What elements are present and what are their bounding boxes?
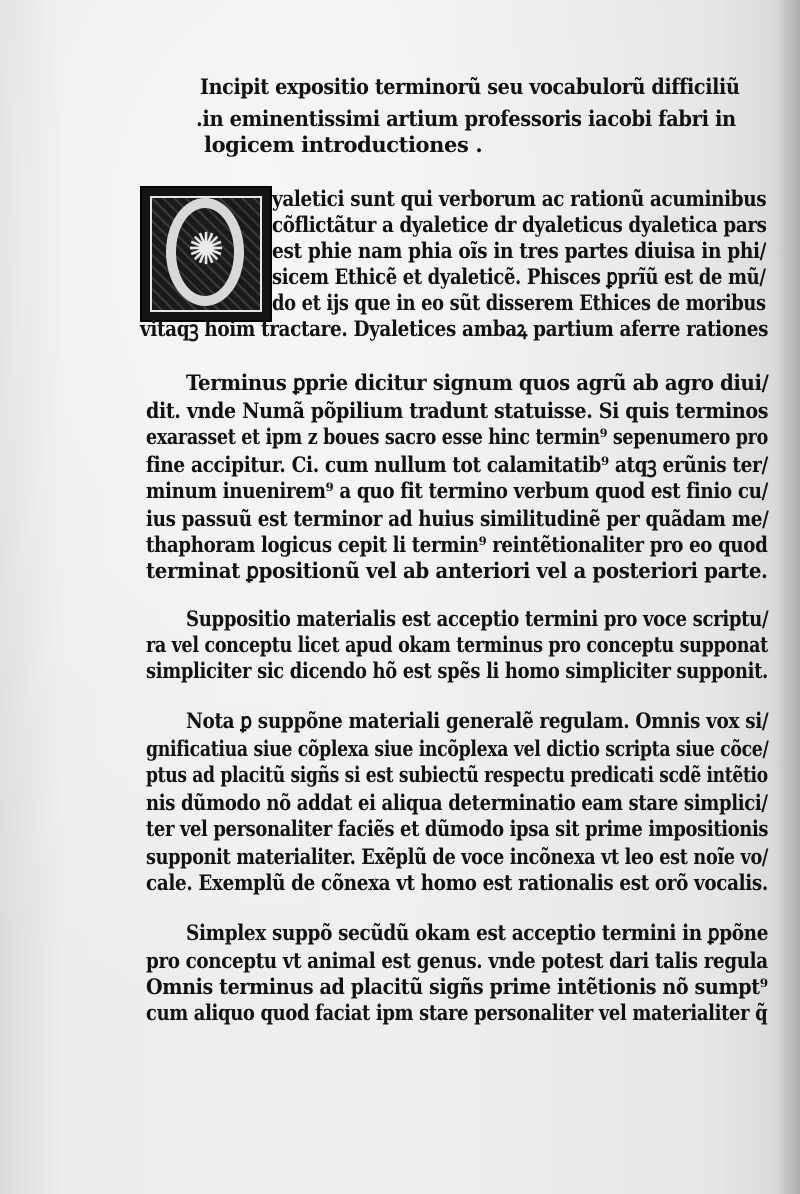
text-line: simpliciter sic dicendo hõ est spẽs li homo simpliciter supponit. — [146, 658, 768, 683]
text-line: ius passuũ est terminor ad huius similitudinẽ per quãdam me/ — [146, 506, 769, 531]
text-line: Terminus ꝑprie dicitur signum quos agrũ ab agro diui/ — [186, 370, 769, 395]
text-line: ptus ad placitũ sigñs si est subiectũ respectu predicati scdẽ intẽtio — [146, 762, 768, 787]
text-line: supponit materialiter. Exẽplũ de voce incõnexa vt leo est noĩe vo/ — [146, 844, 769, 869]
text-line: est phie nam phia oĩs in tres partes diuisa in phi/ — [272, 238, 767, 263]
text-line: cum aliquo quod faciat ipm stare personaliter vel materialiter q̃ — [146, 1000, 768, 1025]
title-line: Incipit expositio terminorũ seu vocabulorũ difficiliũ — [200, 74, 740, 99]
text-line: gnificatiua siue cõplexa siue incõplexa vel dictio scripta siue cõce/ — [146, 736, 769, 761]
title-line: logicem introductiones . — [204, 132, 483, 157]
text-line: exarasset et ipm z boues sacro esse hinc termin⁹ sepenumero pro — [146, 424, 768, 449]
text-line: thaphoram logicus cepit li termin⁹ reintẽtionaliter pro eo quod — [146, 532, 768, 557]
title-line: .in eminentissimi artium professoris iacobi fabri in — [196, 106, 736, 131]
text-line: cale. Exemplũ de cõnexa vt homo est rationalis est orõ vocalis. — [146, 870, 768, 895]
text-line: Suppositio materialis est acceptio termini pro voce scriptu/ — [186, 606, 769, 631]
page-edge-shadow — [774, 0, 800, 1194]
text-line: vitaqꝫ hoim tractare. Dyaletices ambaꝝ partium aferre rationes — [140, 316, 769, 341]
text-line: terminat ꝑpositionũ vel ab anteriori vel a posteriori parte. — [146, 558, 768, 583]
text-line: pro conceptu vt animal est genus. vnde potest dari talis regula — [146, 948, 768, 973]
text-line: minum inuenirem⁹ a quo fit termino verbum quod est finio cu/ — [146, 478, 768, 503]
text-line: sicem Ethicẽ et dyaleticẽ. Phisces ꝑprĩũ est de mũ/ — [272, 264, 766, 289]
text-line: Nota ꝑ suppõne materiali generalẽ regulam. Omnis vox si/ — [186, 708, 769, 733]
text-line: Omnis terminus ad placitũ sigñs prime intẽtionis nõ sumpt⁹ — [146, 974, 768, 999]
text-line: cõflictãtur a dyaletice dr dyaleticus dyaletica pars — [272, 212, 767, 237]
text-line: Simplex suppõ secũdũ okam est acceptio termini in ꝑpõne — [186, 920, 769, 945]
text-line: dit. vnde Numã põpilium tradunt statuisse. Si quis terminos — [146, 398, 769, 423]
text-line: ter vel personaliter faciẽs et dũmodo ipsa sit prime impositionis — [146, 816, 769, 841]
text-line: do et ijs que in eo sũt disserem Ethices de moribus — [272, 290, 766, 315]
flower-ornament-icon: ✺ — [187, 224, 225, 275]
text-line: fine accipitur. Ci. cum nullum tot calamitatib⁹ atqꝫ erũnis ter/ — [146, 452, 768, 477]
text-line: ra vel conceptu licet apud okam terminus pro conceptu supponat — [146, 632, 768, 657]
text-line: yaletici sunt qui verborum ac rationũ acuminibus — [272, 186, 767, 211]
text-line: nis dũmodo nõ addat ei aliqua determinatio eam stare simplici/ — [146, 790, 768, 815]
decorated-initial — [140, 186, 272, 322]
